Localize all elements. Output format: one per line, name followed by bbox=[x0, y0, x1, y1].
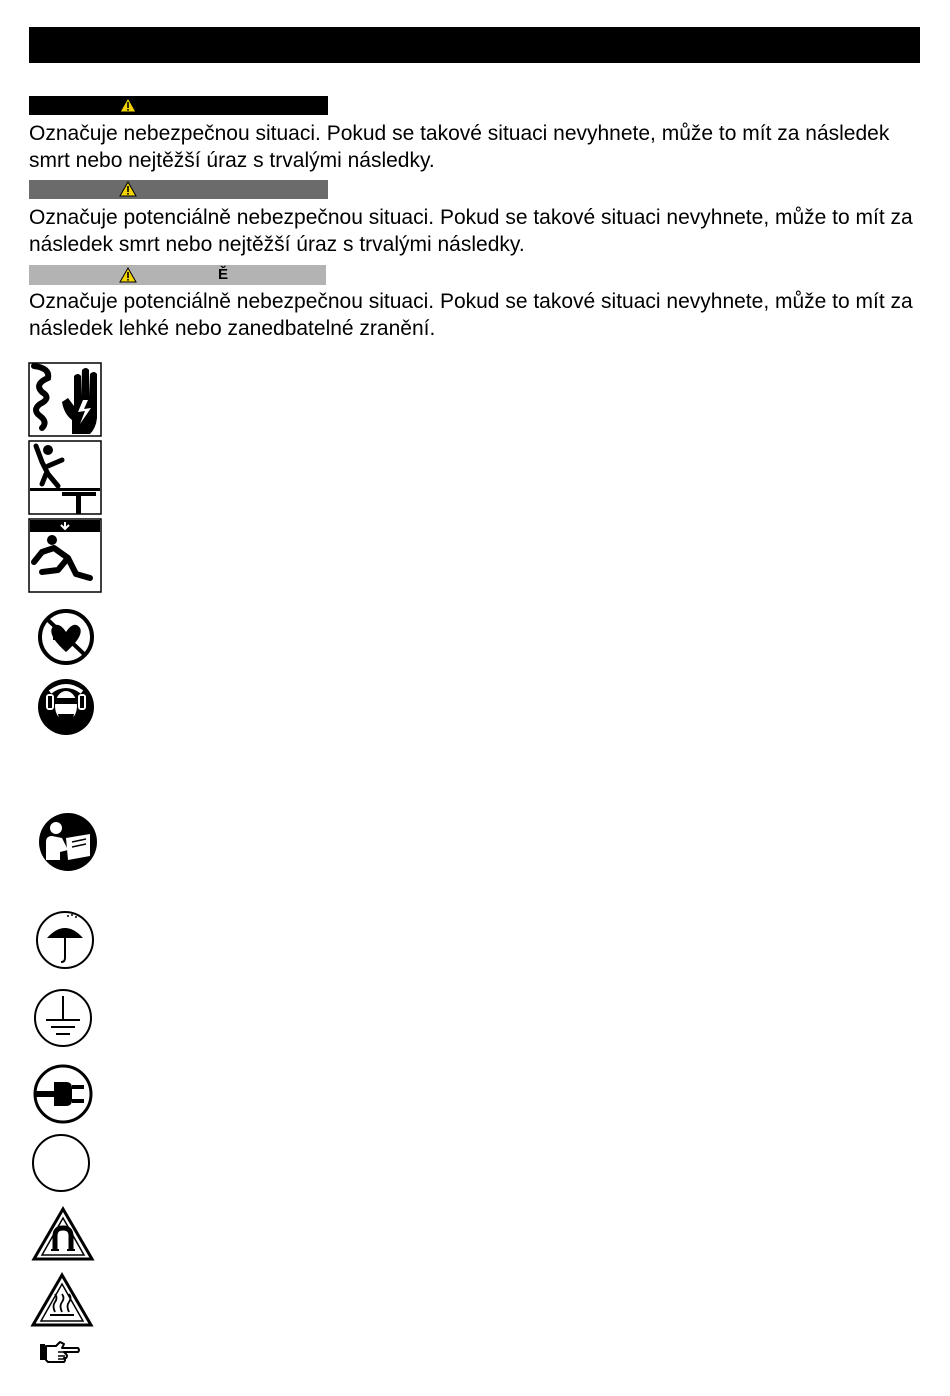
caution-signal-bar bbox=[29, 265, 326, 285]
caution-description: Označuje potenciálně nebezpečnou situaci. Pokud se takové situaci nevyhnete, může to mít za následek lehké nebo zanedbatelné zranění. bbox=[29, 290, 913, 340]
pointing-hand-note-icon bbox=[38, 1340, 80, 1364]
blank-circle-icon bbox=[31, 1133, 91, 1193]
magnetic-field-warning-icon bbox=[31, 1206, 95, 1262]
protective-earth-icon bbox=[32, 988, 94, 1048]
warning-triangle-icon bbox=[119, 97, 137, 113]
fall-from-height-icon bbox=[28, 440, 102, 515]
warning-triangle-icon bbox=[119, 181, 137, 197]
keep-dry-umbrella-icon bbox=[34, 910, 96, 970]
warning-triangle-icon bbox=[119, 267, 137, 283]
read-manual-icon bbox=[38, 812, 98, 872]
warning-description: Označuje potenciálně nebezpečnou situaci. Pokud se takové situaci nevyhnete, může to mít za následek smrt nebo nejtěžší úraz s trvalými následky. bbox=[29, 206, 913, 256]
electric-shock-hand-icon bbox=[28, 362, 102, 437]
falling-object-icon bbox=[28, 518, 102, 593]
no-pacemaker-icon bbox=[36, 608, 96, 666]
caution-signal-word: Ě bbox=[218, 266, 229, 283]
warning-signal-bar bbox=[29, 180, 328, 199]
page-header-bar bbox=[29, 27, 920, 63]
disconnect-plug-icon bbox=[32, 1064, 94, 1124]
danger-signal-bar bbox=[29, 96, 328, 115]
danger-description: Označuje nebezpečnou situaci. Pokud se takové situaci nevyhnete, může to mít za následek smrt nebo nejtěžší úraz s trvalými následky. bbox=[29, 122, 890, 172]
hot-surface-warning-icon bbox=[30, 1272, 94, 1328]
wear-eye-ear-protection-icon bbox=[36, 678, 96, 736]
